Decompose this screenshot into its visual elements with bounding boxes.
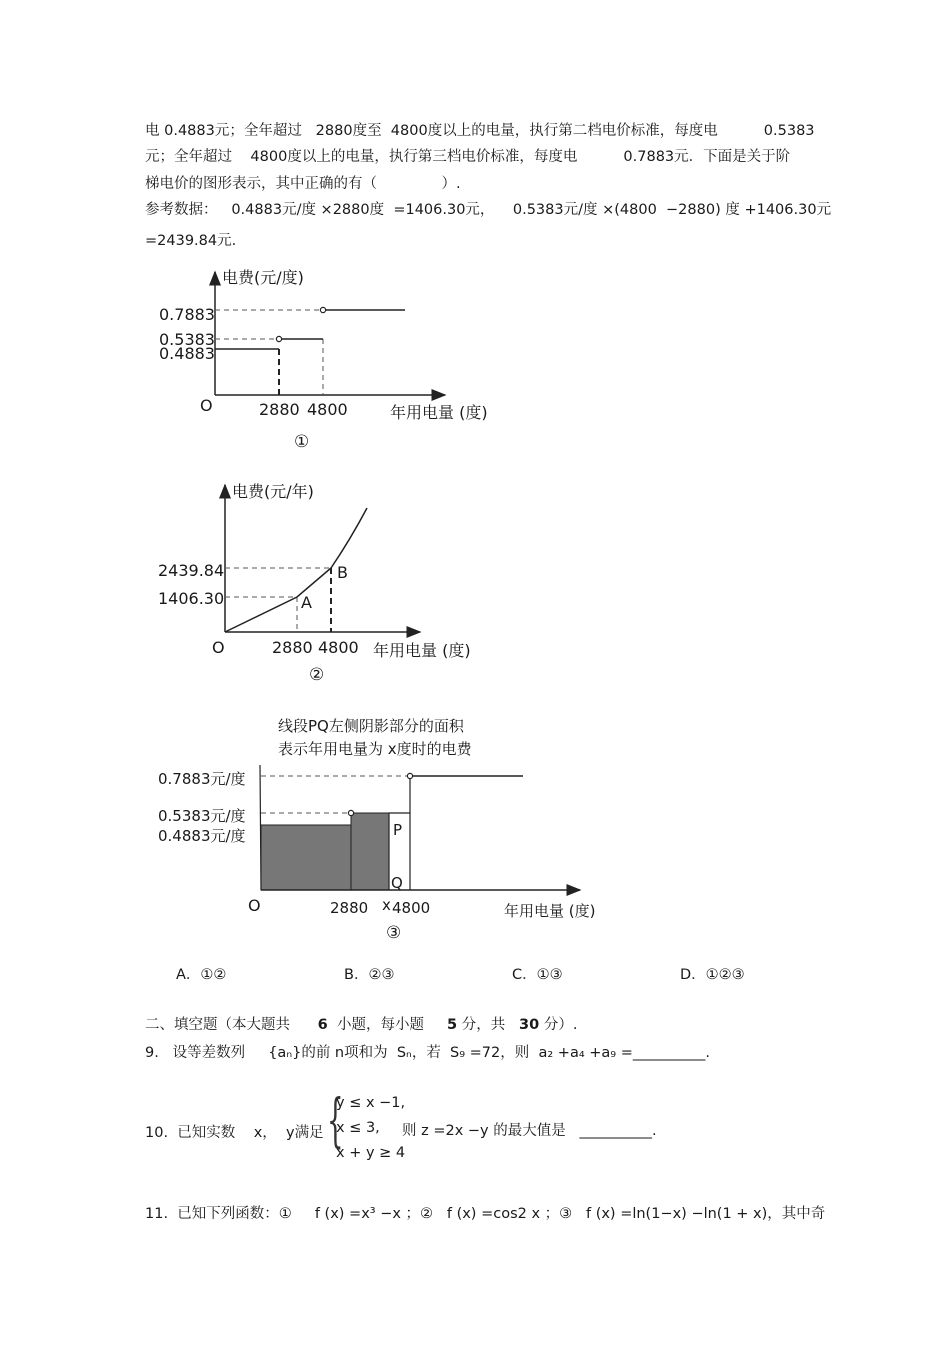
question-11: 11. 已知下列函数：① f (x) =x³ −x ；② f (x) =cos2 x ；③ f (x) =ln(1−x) −ln(1 + x)，其中奇 xyxy=(145,1206,826,1222)
graph3-open-point-2 xyxy=(407,773,412,778)
graph3-ytick-1: 0.5383元/度 xyxy=(158,807,246,825)
graph-2 xyxy=(158,482,471,685)
graph3-note-2: 表示年用电量为 x度时的电费 xyxy=(278,740,472,758)
graph3-y-axis xyxy=(260,765,261,890)
option-c: C．①③ xyxy=(512,967,563,983)
problem-line-2: 元；全年超过 4800度以上的电量，执行第三档电价标准，每度电 0.7883元．下面是关于阶 xyxy=(145,149,791,165)
graph2-xtick-0: 2880 xyxy=(272,638,313,657)
graph-3 xyxy=(158,717,595,943)
graph1-ytick-2: 0.4883 xyxy=(159,344,215,363)
graph2-ylabel: 电费(元/年) xyxy=(232,482,314,501)
graph3-point-q: Q xyxy=(391,874,403,892)
option-a: A．①② xyxy=(176,967,227,983)
graph2-curve xyxy=(331,508,367,568)
graph2-caption: ② xyxy=(309,665,325,685)
graph3-point-p: P xyxy=(393,821,403,839)
graph1-xtick-0: 2880 xyxy=(259,400,300,419)
graph3-xtick-0: 2880 xyxy=(330,899,369,917)
problem-line-3: 梯电价的图形表示，其中正确的有（ ）. xyxy=(145,176,461,192)
graph1-origin: O xyxy=(200,396,213,415)
graph3-caption: ③ xyxy=(386,923,402,943)
graph1-caption: ① xyxy=(294,432,310,452)
question-9: 9. 设等差数列 {aₙ}的前 n项和为 Sₙ，若 S₉ =72，则 a₂ +a₄ +a₉ =__________. xyxy=(145,1045,710,1061)
graph3-xlabel: 年用电量 (度) xyxy=(504,902,596,920)
graph3-ytick-2: 0.4883元/度 xyxy=(158,827,246,845)
graph3-shade-1 xyxy=(261,825,351,890)
graph3-shade-2 xyxy=(351,813,389,890)
option-b: B．②③ xyxy=(344,967,395,983)
problem-line-4: 参考数据： 0.4883元/度 ×2880度 =1406.30元， 0.5383元/度 ×(4800 −2880) 度 +1406.30元 xyxy=(145,202,832,218)
graph3-open-point-1 xyxy=(348,810,353,815)
graph2-point-a: A xyxy=(301,593,312,612)
graph1-ylabel: 电费(元/度) xyxy=(222,268,304,287)
system-brace: { xyxy=(327,1086,344,1154)
graph2-ytick-0: 2439.84 xyxy=(158,561,225,580)
graph1-xlabel: 年用电量 (度) xyxy=(390,403,488,422)
graph2-origin: O xyxy=(212,638,225,657)
graph2-polyline xyxy=(225,568,331,632)
graph3-xtick-1: x xyxy=(382,896,391,914)
graph2-point-b: B xyxy=(337,563,348,582)
graph3-origin: O xyxy=(248,896,261,915)
graph1-ytick-0: 0.7883 xyxy=(159,305,215,324)
graph3-xtick-2: 4800 xyxy=(392,899,431,917)
q10-constraint-1: y ≤ x −1, xyxy=(336,1095,406,1111)
graph3-ytick-0: 0.7883元/度 xyxy=(158,770,246,788)
question-10-suffix: 则 z =2x −y 的最大值是 __________. xyxy=(402,1123,657,1139)
graph1-open-point-1 xyxy=(276,336,281,341)
graph2-xlabel: 年用电量 (度) xyxy=(373,641,471,660)
question-10-prefix: 10. 已知实数 x， y满足 xyxy=(145,1125,324,1141)
graph1-ytick-1: 0.5383 xyxy=(159,330,215,349)
graph-1 xyxy=(159,268,488,452)
option-d: D．①②③ xyxy=(680,967,745,983)
problem-line-1: 电 0.4883元；全年超过 2880度至 4800度以上的电量，执行第二档电价标准，每度电 0.5383 xyxy=(145,123,815,139)
q10-constraint-2: x ≤ 3, xyxy=(336,1120,380,1136)
graph2-ytick-1: 1406.30 xyxy=(158,589,225,608)
graph1-xtick-1: 4800 xyxy=(307,400,348,419)
section-2-heading: 二、填空题（本大题共 6 小题，每小题 5 分，共 30 分）. xyxy=(145,1017,578,1033)
q10-constraint-3: x + y ≥ 4 xyxy=(336,1145,406,1161)
graph3-note-1: 线段PQ左侧阴影部分的面积 xyxy=(278,717,464,735)
problem-line-5: =2439.84元. xyxy=(145,233,237,249)
graph1-open-point-2 xyxy=(320,307,325,312)
graph2-xtick-1: 4800 xyxy=(318,638,359,657)
